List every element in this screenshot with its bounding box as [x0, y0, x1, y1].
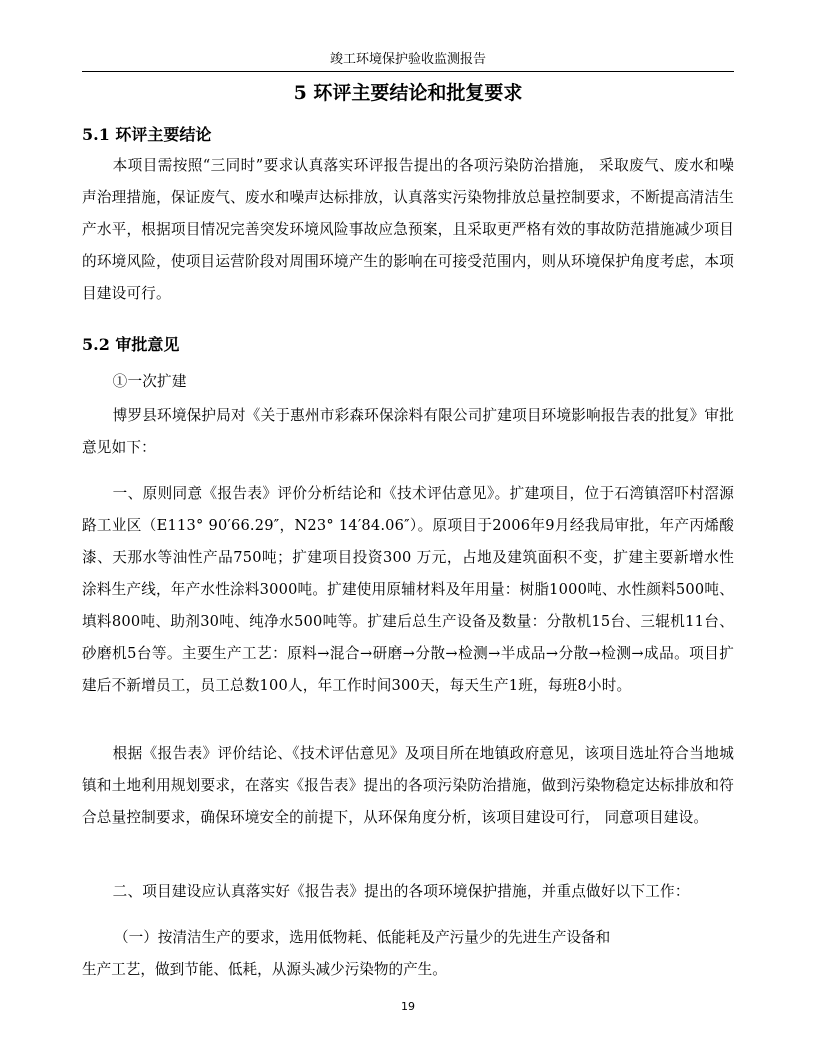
- page-number: 19: [401, 1000, 415, 1013]
- section-heading-5-1: 5.1 环评主要结论: [82, 125, 212, 144]
- running-header: 竣工环境保护验收监测报告: [82, 48, 734, 72]
- paragraph-requirement-1-cont: 生产工艺，做到节能、低耗，从源头减少污染物的产生。: [82, 961, 447, 978]
- paragraph-approval-assessment: 根据《报告表》评价结论、《技术评估意见》及项目所在地镇政府意见，该项目选址符合当地城镇和土地利用规划要求，在落实《报告表》提出的各项污染防治措施，做到污染物稳定达标排放和符合总量控制要求，确保环境安全的前提下，从环保角度分析，该项目建设可行， 同意项目建设。: [82, 745, 734, 826]
- paragraph-first-expansion: ①一次扩建: [112, 373, 187, 390]
- section-heading-5-2: 5.2 审批意见: [82, 335, 180, 354]
- paragraph-approval-item-1: 一、原则同意《报告表》评价分析结论和《技术评估意见》。扩建项目，位于石湾镇滘吓村滘源路工业区（E113° 90′66.29″，N23° 14′84.06″）。原项目于2006年9月经我局审批，年产丙烯酸漆、天那水等油性产品750吨；扩建项目投资300 万元，占地及建筑面积不变，扩建主要新增水性涂料生产线，年产水性涂料3000吨。扩建使用原辅材料及年用量：树脂1000吨、水性颜料500吨、填料800吨、助剂30吨、纯净水500吨等。扩建后总生产设备及数量：分散机15台、三辊机11台、砂磨机5台等。主要生产工艺：原料→混合→研磨→分散→检测→半成品→分散→检测→成品。项目扩建后不新增员工，员工总数100人，年工作时间300天，每天生产1班，每班8小时。: [82, 485, 734, 694]
- paragraph-approval-intro: 博罗县环境保护局对《关于惠州市彩森环保涂料有限公司扩建项目环境影响报告表的批复》审批意见如下：: [82, 407, 734, 456]
- paragraph-approval-item-2: 二、项目建设应认真落实好《报告表》提出的各项环境保护措施，并重点做好以下工作：: [112, 883, 690, 900]
- paragraph-requirement-1: （一）按清洁生产的要求，选用低物耗、低能耗及产污量少的先进生产设备和: [114, 929, 611, 946]
- paragraph-conclusion: 本项目需按照“三同时”要求认真落实环评报告提出的各项污染防治措施， 采取废气、废水和噪声治理措施，保证废气、废水和噪声达标排放，认真落实污染物排放总量控制要求，不断提高清洁生产水平，根据项目情况完善突发环境风险事故应急预案，且采取更严格有效的事故防范措施减少项目的环境风险，使项目运营阶段对周围环境产生的影响在可接受范围内，则从环境保护角度考虑，本项目建设可行。: [82, 157, 734, 302]
- chapter-title: 5 环评主要结论和批复要求: [293, 82, 523, 104]
